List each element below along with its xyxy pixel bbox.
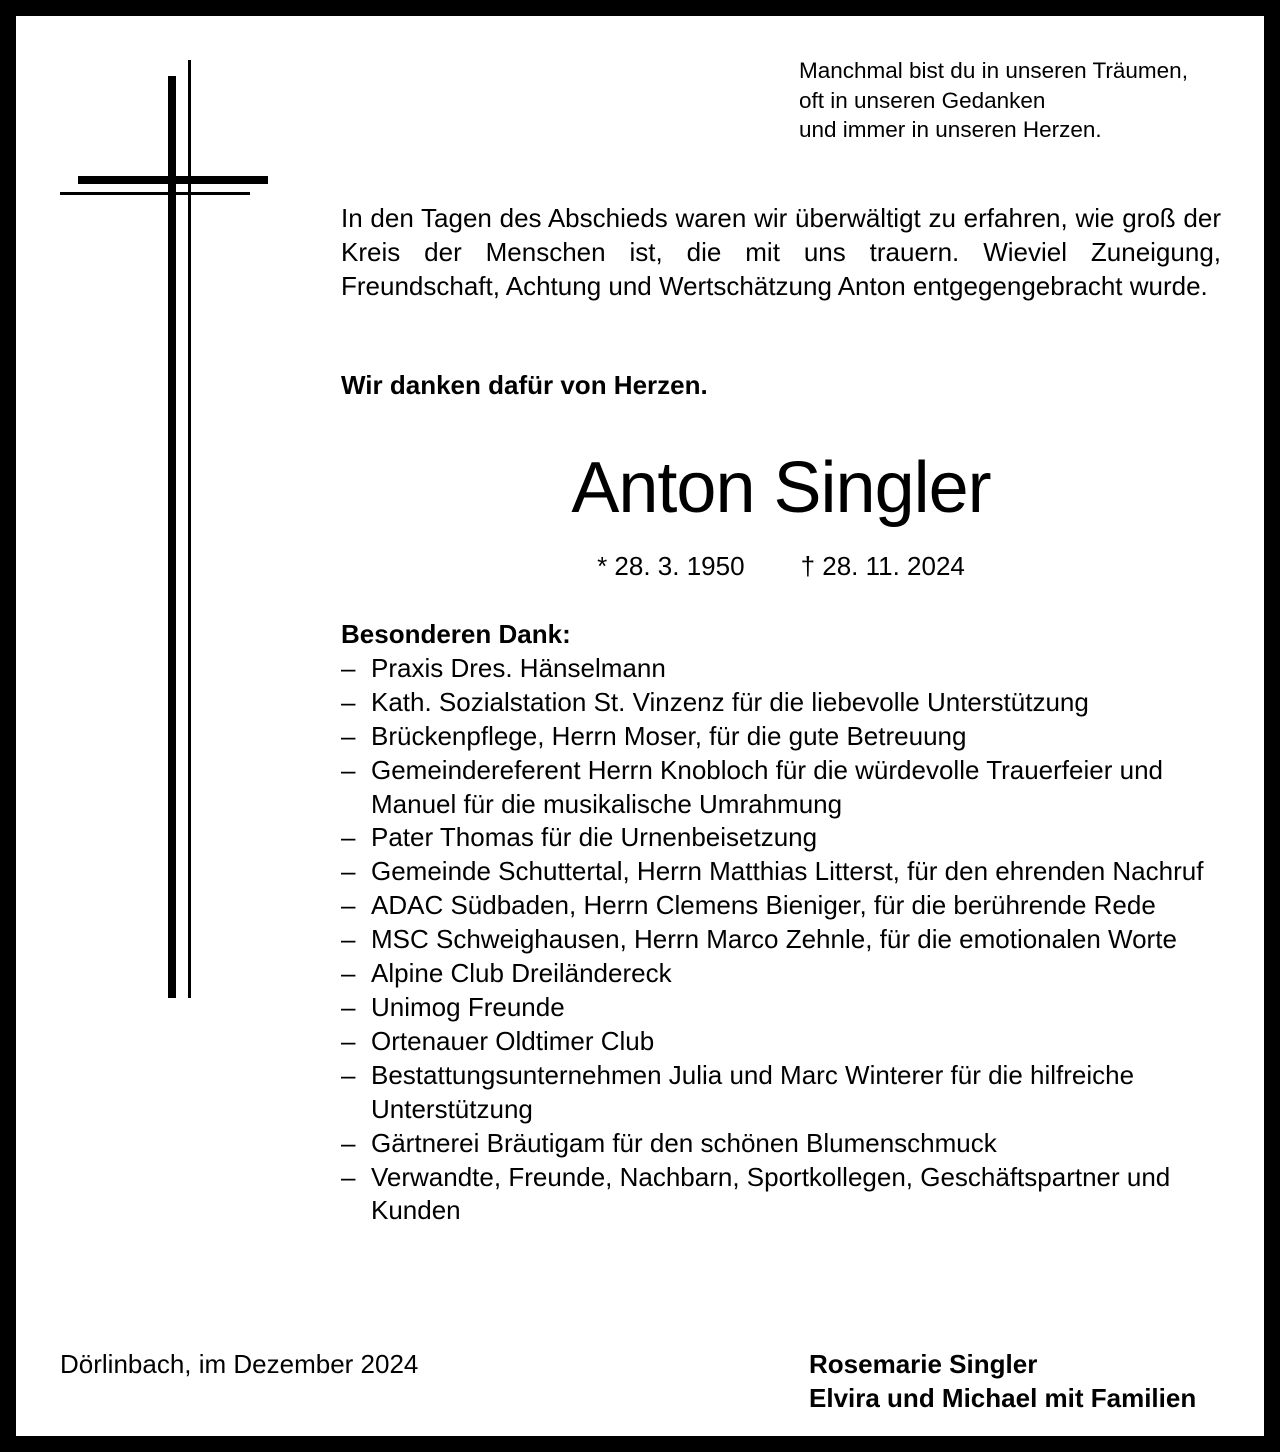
list-item [341,855,1231,889]
list-item [341,1025,1231,1059]
life-dates [341,549,1221,583]
death-date: † 28. 11. 2024 [800,551,965,581]
list-item-text: Unimog Freunde [371,991,565,1022]
dash-icon: – [341,958,356,989]
intro-paragraph: In den Tagen des Abschieds waren wir überwältigt zu erfahren, wie groß der Kreis der Menschen ist, die mit uns trauern. Wieviel Zuneigung, Freundschaft, Achtung und Wertschätzung Anton entgegengebracht wurde. [341,203,1221,301]
place-date: Dörlinbach, im Dezember 2024 [60,1349,419,1379]
list-item-text: Gärtnerei Bräutigam für den schönen Blumenschmuck [371,1127,997,1158]
dash-icon: – [341,890,356,921]
list-item [341,652,1231,686]
dash-icon: – [341,924,356,955]
list-item [341,889,1231,923]
list-item-text: Gemeindereferent Herrn Knobloch für die würdevolle Trauerfeier und Manuel für die musikalische Umrahmung [371,754,1163,819]
signers [809,1347,1196,1415]
special-thanks [341,618,1231,1228]
dash-icon: – [341,1025,356,1056]
list-item [341,754,1231,822]
signer-name: Rosemarie Singler [809,1349,1038,1379]
deceased-name: Anton Singler [571,448,991,528]
list-item-text: Praxis Dres. Hänselmann [371,652,666,683]
list-item-text: Kath. Sozialstation St. Vinzenz für die liebevolle Unterstützung [371,686,1089,717]
list-item [341,686,1231,720]
thanks-line: Wir danken dafür von Herzen. [341,370,708,400]
list-item [341,991,1231,1025]
list-item [341,720,1231,754]
dash-icon: – [341,652,356,683]
verse-line: oft in unseren Gedanken [799,87,1046,113]
list-item-text: Brückenpflege, Herrn Moser, für die gute Betreuung [371,720,967,751]
thanks-list [341,652,1231,1228]
list-item [341,821,1231,855]
list-item-text: ADAC Südbaden, Herrn Clemens Bieniger, für die berührende Rede [371,890,1156,921]
list-item [341,1127,1231,1161]
list-item-text: Verwandte, Freunde, Nachbarn, Sportkollegen, Geschäftspartner und Kunden [371,1161,1171,1226]
list-item [341,957,1231,991]
list-item-text: MSC Schweighausen, Herrn Marco Zehnle, für die emotionalen Worte [371,924,1177,955]
signer-name: Elvira und Michael mit Familien [809,1383,1197,1413]
dash-icon: – [341,754,356,785]
list-item-text: Bestattungsunternehmen Julia und Marc Winterer für die hilfreiche Unterstützung [371,1059,1135,1124]
verse-line: und immer in unseren Herzen. [799,117,1102,142]
dash-icon: – [341,991,356,1022]
list-item [341,1161,1231,1229]
dash-icon: – [341,1161,356,1192]
dash-icon: – [341,686,356,717]
special-thanks-heading: Besonderen Dank: [341,619,571,649]
dash-icon: – [341,856,356,887]
dash-icon: – [341,822,356,853]
list-item-text: Gemeinde Schuttertal, Herrn Matthias Litterst, für den ehrenden Nachruf [371,856,1204,887]
verse-line: Manchmal bist du in unseren Träumen, [799,58,1188,83]
list-item [341,923,1231,957]
list-item-text: Ortenauer Oldtimer Club [371,1025,655,1056]
dash-icon: – [341,1127,356,1158]
dash-icon: – [341,720,356,751]
list-item-text: Pater Thomas für die Urnenbeisetzung [371,822,818,853]
verse [799,56,1259,145]
list-item [341,1059,1231,1127]
birth-date: * 28. 3. 1950 [597,551,745,581]
dash-icon: – [341,1059,356,1090]
list-item-text: Alpine Club Dreiländereck [371,958,672,989]
